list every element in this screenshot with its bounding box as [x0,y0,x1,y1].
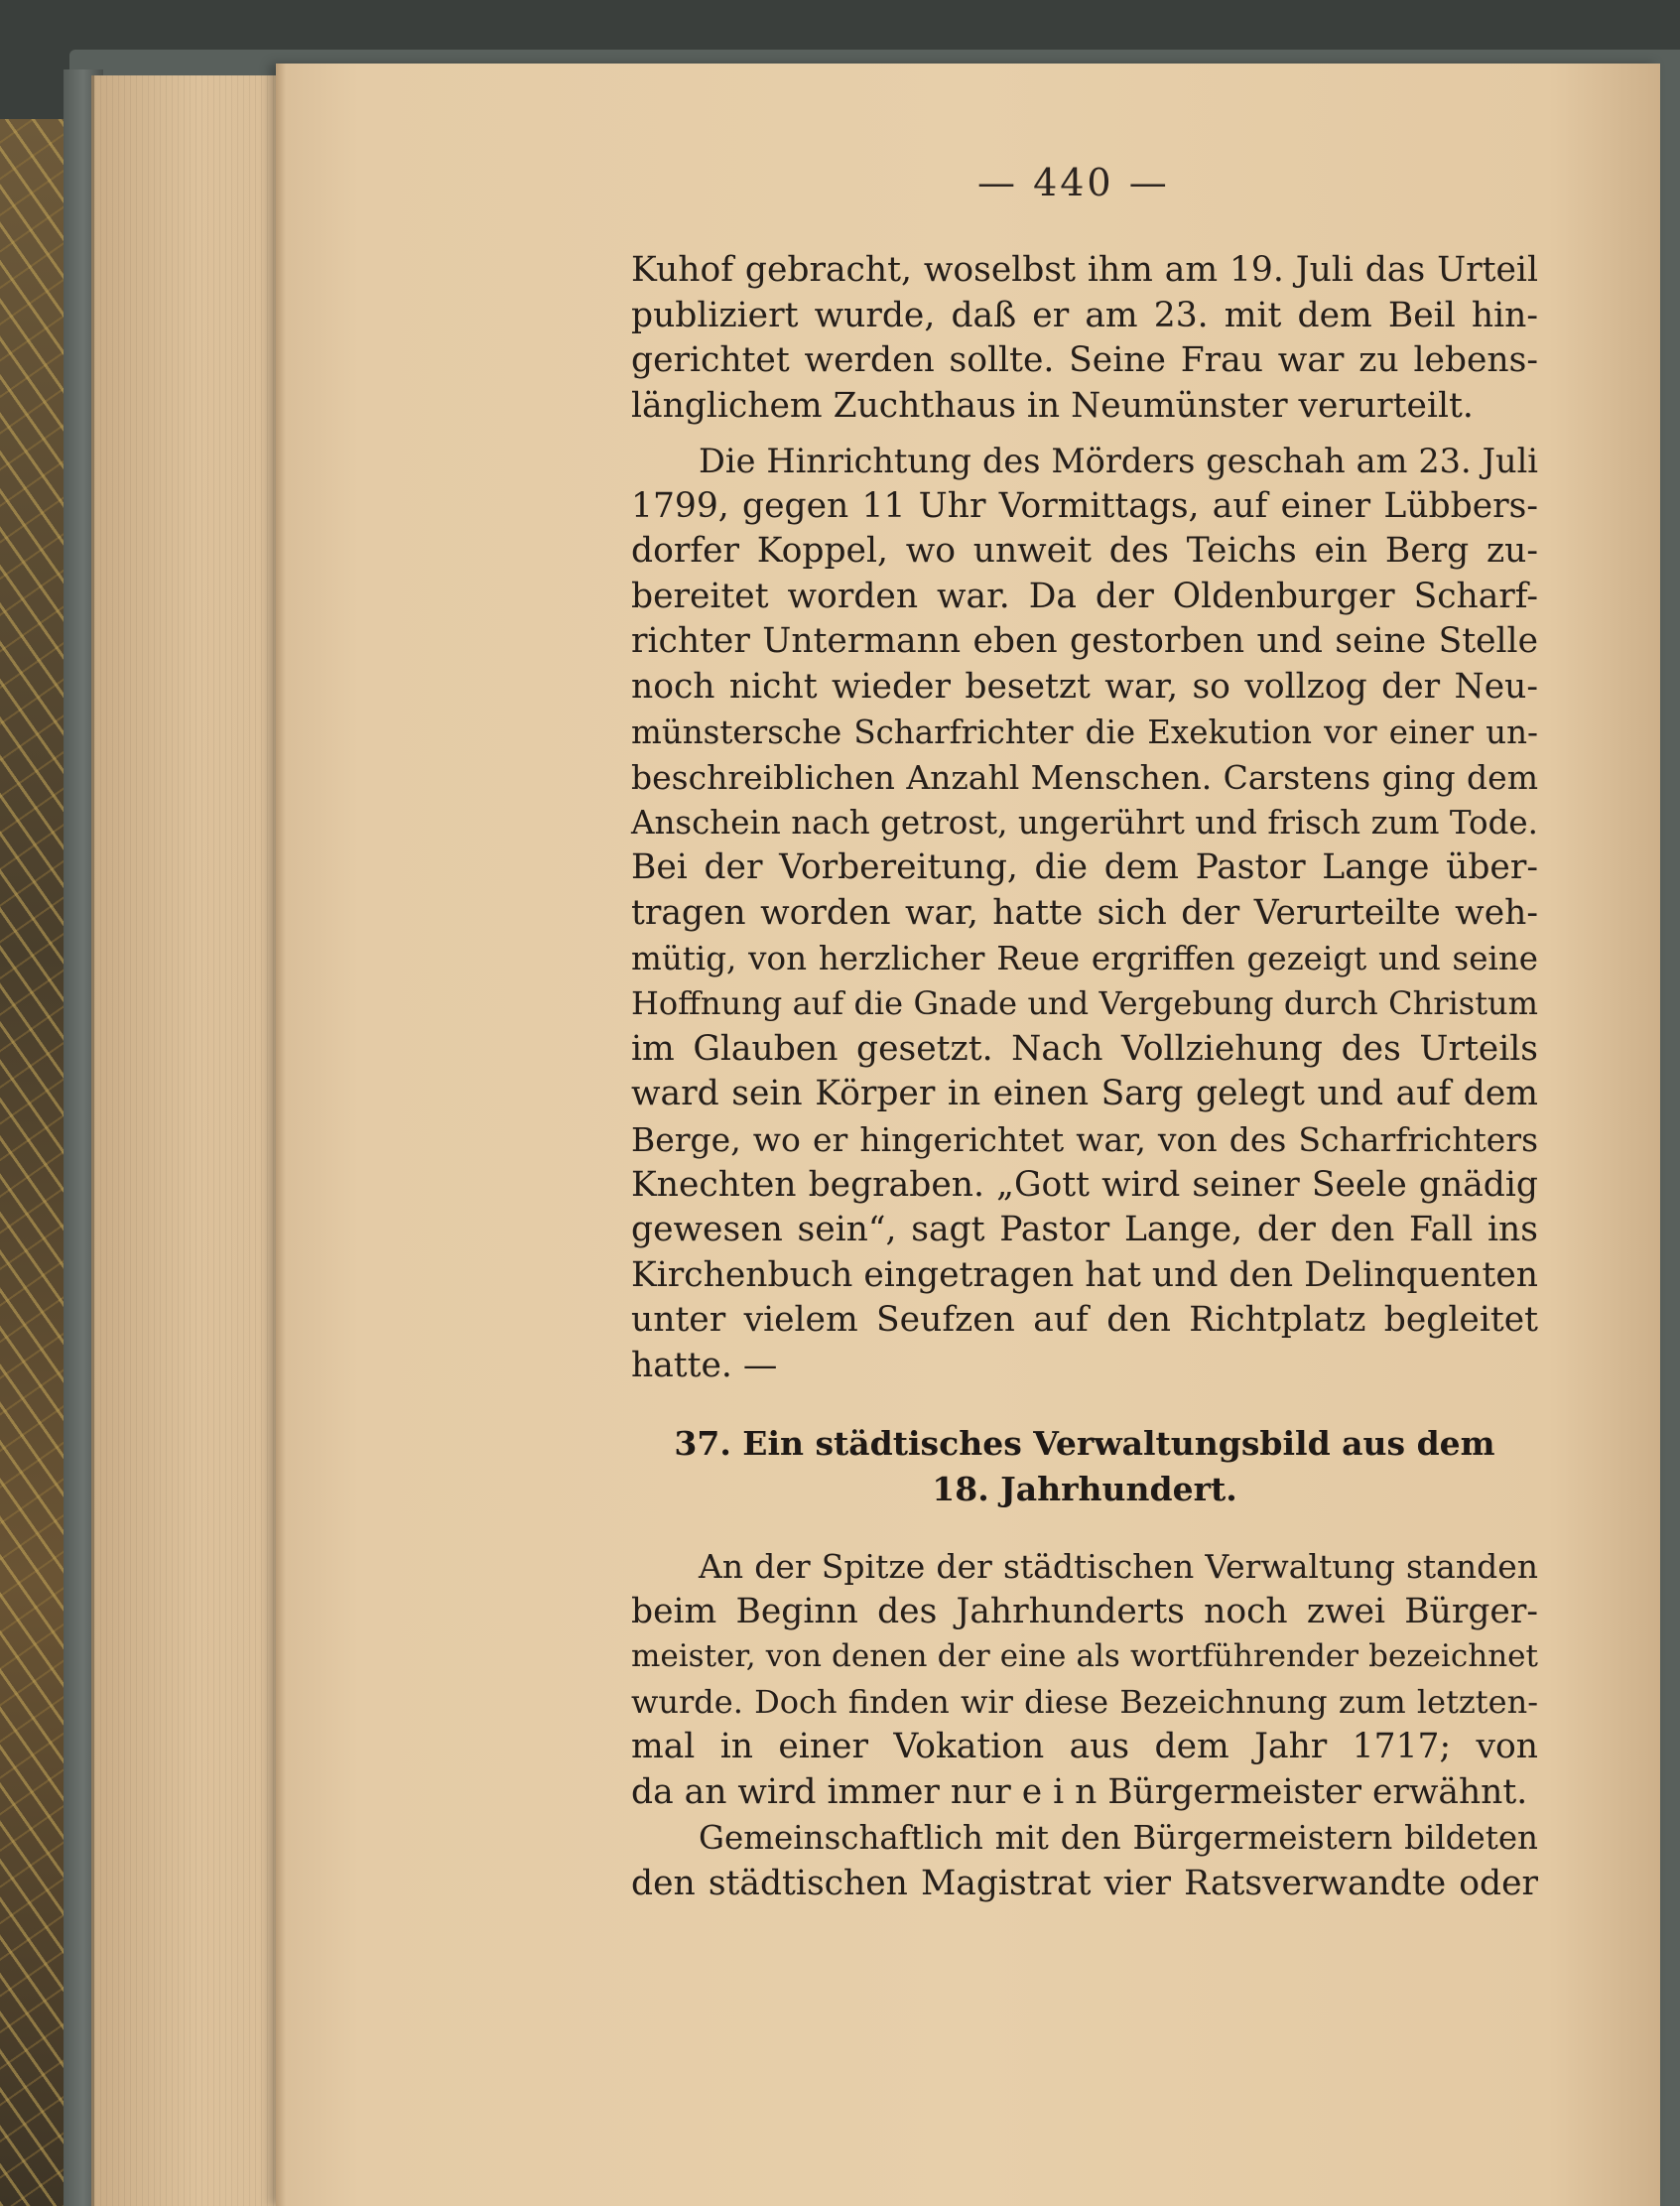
text-line: noch nicht wieder besetzt war, so vollzog der Neu- [631,666,1538,707]
paragraph-3 [631,1544,1538,1816]
paragraph-1 [631,248,1538,429]
text-line: Die Hinrichtung des Mörders geschah am 23. Juli [699,442,1538,480]
text-line: ward sein Körper in einen Sarg gelegt und auf dem [631,1074,1538,1114]
text-line: dorfer Koppel, wo unweit des Teichs ein Berg zu- [631,531,1538,572]
text-line: da an wird immer nur e i n Bürgermeister erwähnt. [631,1771,1528,1812]
text-line: beschreiblichen Anzahl Menschen. Carstens ging dem [631,758,1538,798]
text-line: Anschein nach getrost, ungerührt und frisch zum Tode. [631,803,1538,842]
heading-line: 18. Jahrhundert. [932,1470,1237,1508]
text-line: 1799, gegen 11 Uhr Vormittags, auf einer Lübbers- [631,485,1538,526]
text-line: Hoffnung auf die Gnade und Vergebung durch Christum [631,984,1538,1023]
paragraph-4 [631,1816,1538,1906]
heading-line: 37. Ein städtisches Verwaltungsbild aus dem [674,1424,1495,1463]
text-line: Knechten begraben. „Gott wird seiner Seele gnädig [631,1164,1538,1205]
text-line: münstersche Scharfrichter die Exekution vor einer un- [631,713,1538,751]
text-line: den städtischen Magistrat vier Ratsverwandte oder [631,1863,1538,1903]
text-line: publiziert wurde, daß er am 23. mit dem Beil hin- [631,295,1538,335]
text-line: unter vielem Seufzen auf den Richtplatz begleitet [631,1300,1538,1341]
text-line: wurde. Doch finden wir diese Bezeichnung zum letzten- [631,1682,1538,1721]
page-number: — 440 — [977,161,1170,204]
text-line: beim Beginn des Jahrhunderts noch zwei Bürger- [631,1591,1538,1631]
text-line: Kuhof gebracht, woselbst ihm am 19. Juli das Urteil [631,250,1538,290]
text-line: Kirchenbuch eingetragen hat und den Delinquenten [631,1254,1538,1295]
text-line: Berge, wo er hingerichtet war, von des Scharfrichters [631,1119,1538,1159]
text-line: mütig, von herzlicher Reue ergriffen gezeigt und seine [631,939,1538,977]
text-line: gerichtet werden sollte. Seine Frau war zu lebens- [631,340,1538,381]
paragraph-2 [631,439,1538,1388]
text-line: meister, von denen der eine als wortführender bezeichnet [631,1638,1538,1675]
text-line: bereitet worden war. Da der Oldenburger Scharf- [631,576,1538,616]
section-heading [631,1421,1538,1512]
text-line: gewesen sein“, sagt Pastor Lange, der den Fall ins [631,1210,1538,1250]
text-line: Bei der Vorbereitung, die dem Pastor Lange über- [631,847,1538,888]
text-line: richter Untermann eben gestorben und seine Stelle [631,621,1538,662]
text-line: länglichem Zuchthaus in Neumünster verurteilt. [631,385,1474,426]
text-line: An der Spitze der städtischen Verwaltung standen [699,1547,1538,1586]
text-line: tragen worden war, hatte sich der Verurteilte weh- [631,892,1538,933]
text-line: hatte. — [631,1345,778,1385]
text-line: im Glauben gesetzt. Nach Vollziehung des Urteils [631,1028,1538,1069]
text-line: Gemeinschaftlich mit den Bürgermeistern bildeten [699,1819,1538,1857]
text-line: mal in einer Vokation aus dem Jahr 1717; von [631,1727,1538,1767]
